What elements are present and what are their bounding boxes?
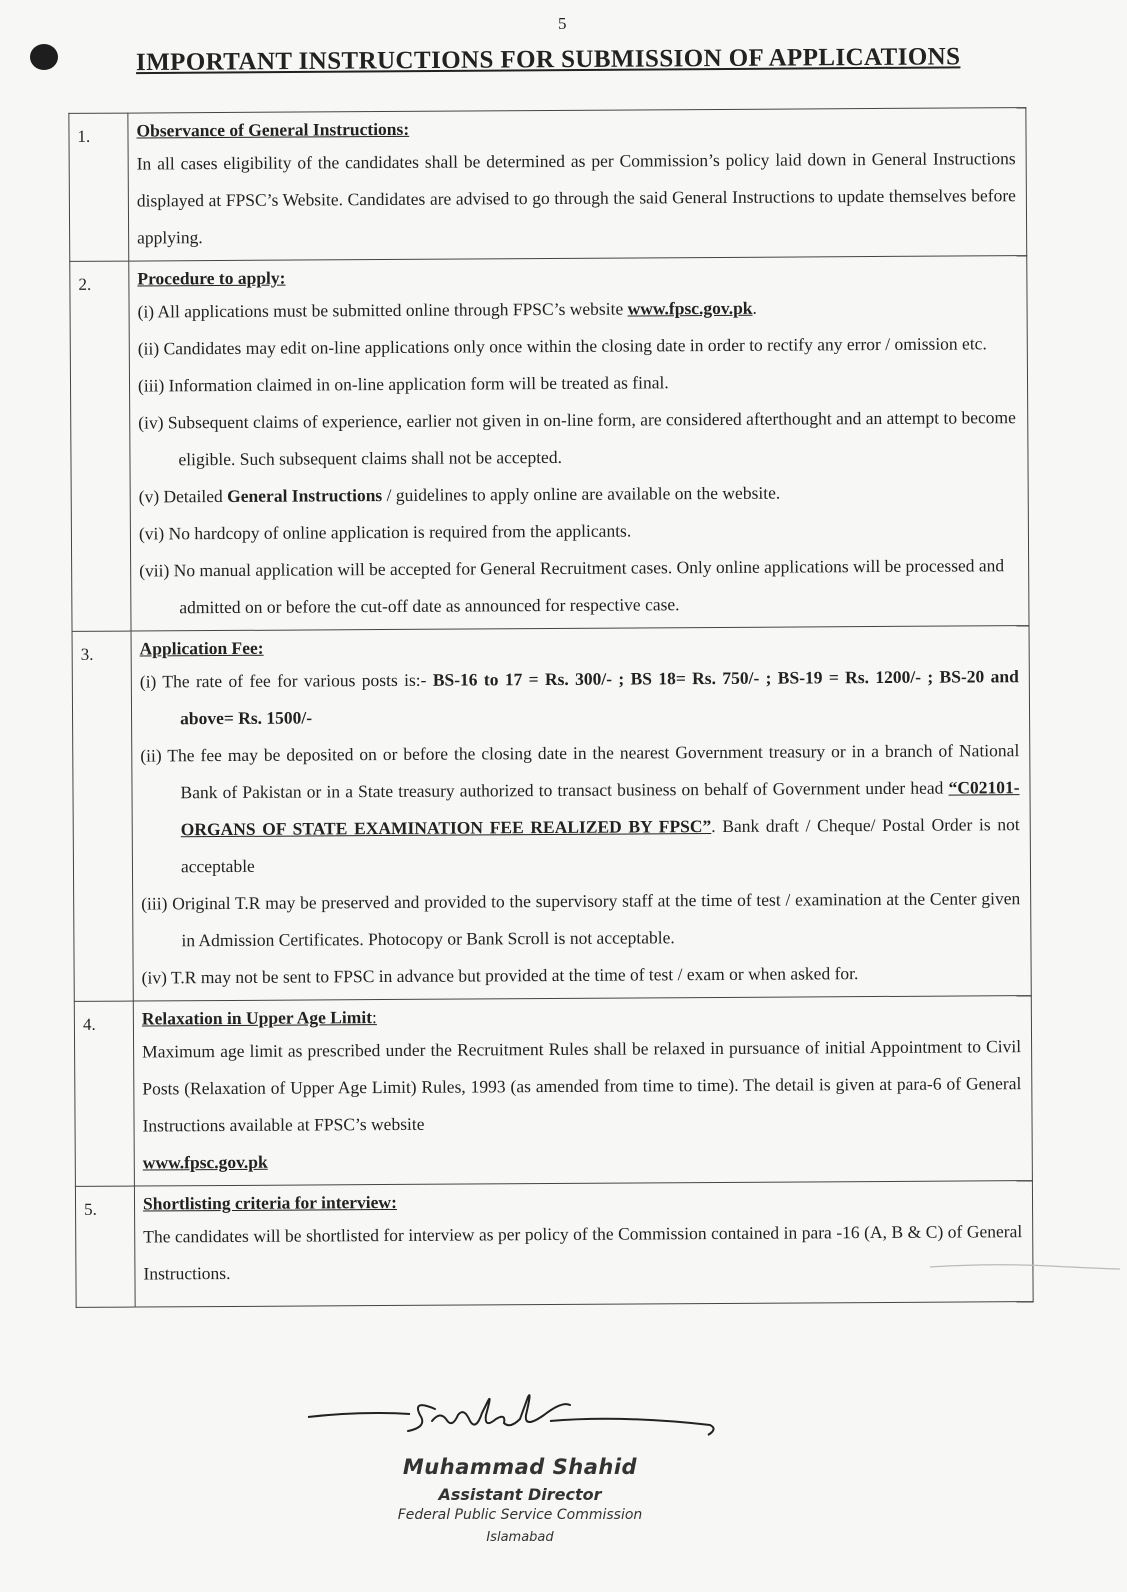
section-number: 5. [75,1186,135,1307]
section-text: The candidates will be shortlisted for interview as per policy of the Commission contained in para -16 (A, B & C) of General Instructions. [143,1221,1023,1284]
handwritten-signature [300,1385,760,1455]
section-4 [74,996,1032,1187]
list-item: (iii) Original T.R may be preserved and provided to the supervisory staff at the time of test / examination at the Center given in Admission Certificates. Photocopy or Bank Scroll is not acceptable. [141,888,1021,951]
list-item: (vii) No manual application will be accepted for General Recruitment cases. Only online applications will be processed and admitted on or before the cut-off date as announced for respective case. [139,555,1005,618]
section-text: Maximum age limit as prescribed under the Recruitment Rules shall be relaxed in pursuance of initial Appointment to Civil Posts (Relaxation of Upper Age Limit) Rules, 1993 (as amended from time to time). The detail is given at para-6 of General Instructions available at FPSC’s website [142,1036,1022,1136]
section-heading: Application Fee: [139,637,264,659]
section-number: 1. [69,113,129,261]
section-2 [70,256,1029,632]
hole-punch-mark [30,44,58,70]
section-heading: Procedure to apply: [137,267,286,289]
list-item: (ii) The fee may be deposited on or before the closing date in the nearest Government treasury or in a branch of National Bank of Pakistan or in a State treasury authorized to transact business on behalf of Government under head “C02101-ORGANS OF STATE EXAMINATION FEE REALIZED BY FPSC”. Bank draft / Cheque/ Postal Order is not acceptable [140,740,1020,877]
fpsc-website-link[interactable]: www.fpsc.gov.pk [142,1151,268,1173]
list-item: (vi) No hardcopy of online application is required from the applicants. [138,520,632,544]
page-title: IMPORTANT INSTRUCTIONS FOR SUBMISSION OF APPLICATIONS [135,43,961,77]
signatory-name: Muhammad Shahid [402,1455,638,1479]
section-number: 4. [74,1001,134,1186]
list-item: (i) The rate of fee for various posts is:- BS-16 to 17 = Rs. 300/- ; BS 18= Rs. 750/- ; BS-19 = Rs. 1200/- ; BS-20 and above= Rs. 1500/- [139,666,1019,729]
list-item: (v) Detailed General Instructions / guidelines to apply online are available on the website. [138,482,781,507]
list-item: (i) All applications must be submitted online through FPSC’s website www.fpsc.gov.pk. [137,297,757,322]
fee-head: “C02101-ORGANS OF STATE EXAMINATION FEE REALIZED BY FPSC” [180,777,1020,840]
scan-streak-mark [930,1263,1120,1271]
signatory-designation: Assistant Director [438,1485,602,1504]
section-5 [75,1181,1033,1308]
list-item: (iv) T.R may not be sent to FPSC in advance but provided at the time of test / exam or when asked for. [141,963,859,988]
section-1 [69,108,1027,262]
signatory-city: Islamabad [486,1530,554,1545]
instructions-table [68,107,1033,1308]
signatory-organization: Federal Public Service Commission [397,1507,643,1523]
list-item: (ii) Candidates may edit on-line applications only once within the closing date in order to rectify any error / omission etc. [137,333,987,359]
fee-rates: BS-16 to 17 = Rs. 300/- ; BS 18= Rs. 750/- ; BS-19 = Rs. 1200/- ; BS-20 and above= Rs. 1500/- [179,666,1019,729]
section-text: In all cases eligibility of the candidates shall be determined as per Commission’s policy laid down in General Instructions displayed at FPSC’s Website. Candidates are advised to go through the said General Instructions to update themselves before applying. [136,148,1016,248]
section-heading: Shortlisting criteria for interview: [142,1191,397,1214]
page-number: 5 [558,14,567,33]
section-number: 2. [70,261,131,631]
list-item: (iii) Information claimed in on-line application form will be treated as final. [137,372,669,396]
section-number: 3. [72,631,133,1001]
signature-block [300,1385,760,1585]
section-heading: Relaxation in Upper Age Limit: [141,1007,377,1029]
section-heading: Observance of General Instructions: [136,118,410,141]
list-item: (iv) Subsequent claims of experience, earlier not given in on-line form, are considered afterthought and an attempt to become eligible. Such subsequent claims shall not be accepted. [138,407,1016,470]
fpsc-website-link[interactable]: www.fpsc.gov.pk [627,297,753,319]
section-3 [72,626,1031,1002]
